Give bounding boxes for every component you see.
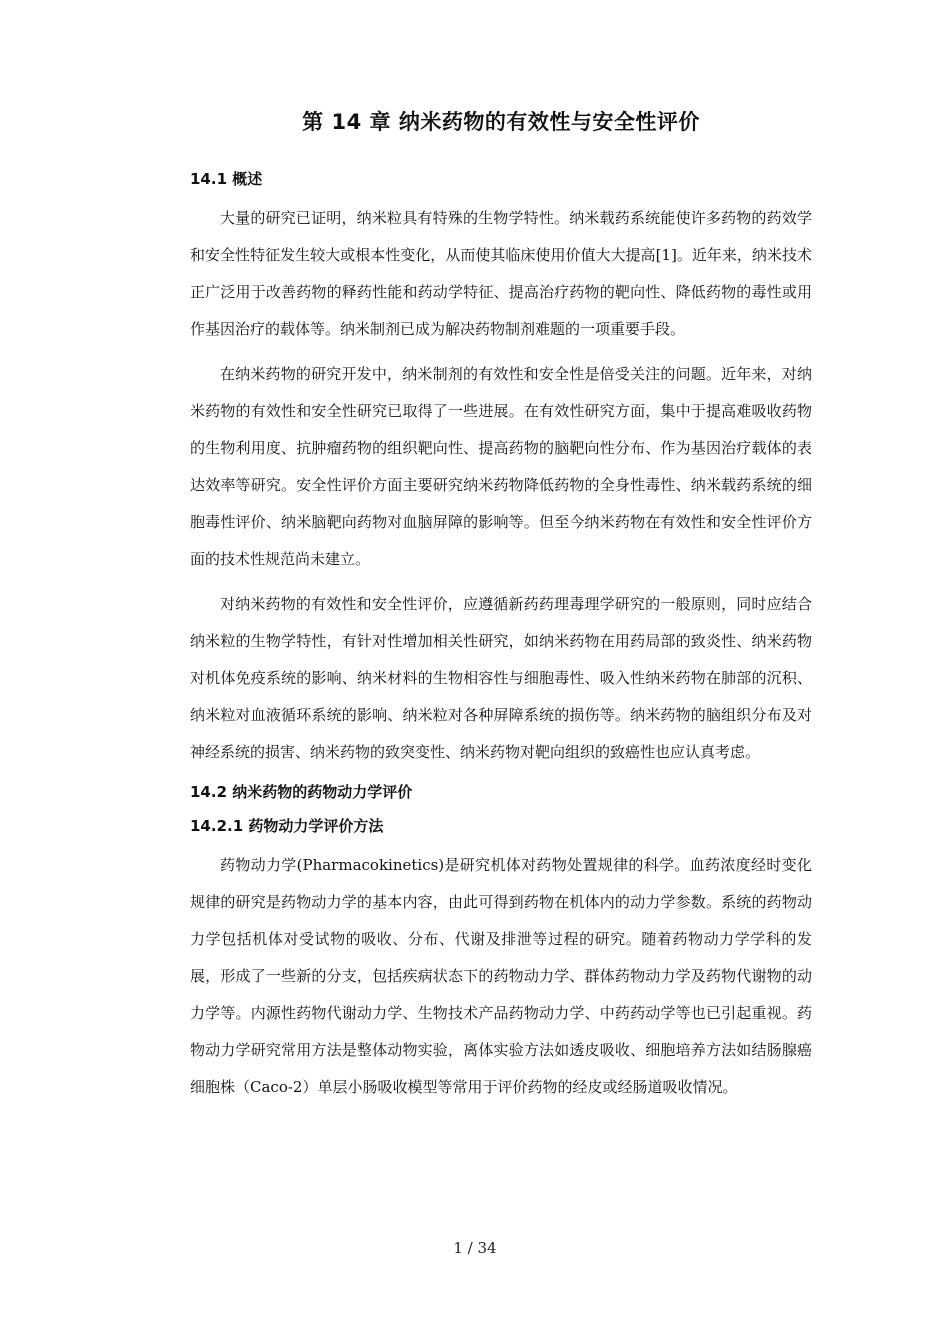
page-number: 1 / 34 [453,1239,497,1257]
page-content [190,104,812,1114]
body-paragraph: 药物动力学(Pharmacokinetics)是研究机体对药物处置规律的科学。血药浓度经时变化规律的研究是药物动力学的基本内容，由此可得到药物在机体内的动力学参数。系统的药物动力学包括机体对受试物的吸收、分布、代谢及排泄等过程的研究。随着药物动力学学科的发展，形成了一些新的分支，包括疾病状态下的药物动力学、群体药物动力学及药物代谢物的动力学等。内源性药物代谢动力学、生物技术产品药物动力学、中药药动学等也已引起重视。药物动力学研究常用方法是整体动物实验，离体实验方法如透皮吸收、细胞培养方法如结肠腺癌细胞株（Caco-2）单层小肠吸收模型等常用于评价药物的经皮或经肠道吸收情况。 [190,856,812,1096]
section-heading-overview: 14.1 概述 [190,170,263,188]
body-paragraph: 大量的研究已证明，纳米粒具有特殊的生物学特性。纳米载药系统能使许多药物的药效学和安全性特征发生较大或根本性变化，从而使其临床使用价值大大提高[1]。近年来，纳米技术正广泛用于改善药物的释药性能和药动学特征、提高治疗药物的靶向性、降低药物的毒性或用作基因治疗的载体等。纳米制剂已成为解决药物制剂难题的一项重要手段。 [190,209,812,338]
body-paragraph: 对纳米药物的有效性和安全性评价，应遵循新药药理毒理学研究的一般原则，同时应结合纳米粒的生物学特性，有针对性增加相关性研究，如纳米药物在用药局部的致炎性、纳米药物对机体免疫系统的影响、纳米材料的生物相容性与细胞毒性、吸入性纳米药物在肺部的沉积、纳米粒对血液循环系统的影响、纳米粒对各种屏障系统的损伤等。纳米药物的脑组织分布及对神经系统的损害、纳米药物的致突变性、纳米药物对靶向组织的致癌性也应认真考虑。 [190,595,812,761]
subsection-heading-methods: 14.2.1 药物动力学评价方法 [190,817,384,835]
chapter-title: 第 14 章 纳米药物的有效性与安全性评价 [302,110,700,134]
section-heading-pharmacokinetics: 14.2 纳米药物的药物动力学评价 [190,783,413,801]
body-paragraph: 在纳米药物的研究开发中，纳米制剂的有效性和安全性是倍受关注的问题。近年来，对纳米药物的有效性和安全性研究已取得了一些进展。在有效性研究方面，集中于提高难吸收药物的生物利用度、抗肿瘤药物的组织靶向性、提高药物的脑靶向性分布、作为基因治疗载体的表达效率等研究。安全性评价方面主要研究纳米药物降低药物的全身性毒性、纳米载药系统的细胞毒性评价、纳米脑靶向药物对血脑屏障的影响等。但至今纳米药物在有效性和安全性评价方面的技术性规范尚未建立。 [190,365,812,568]
